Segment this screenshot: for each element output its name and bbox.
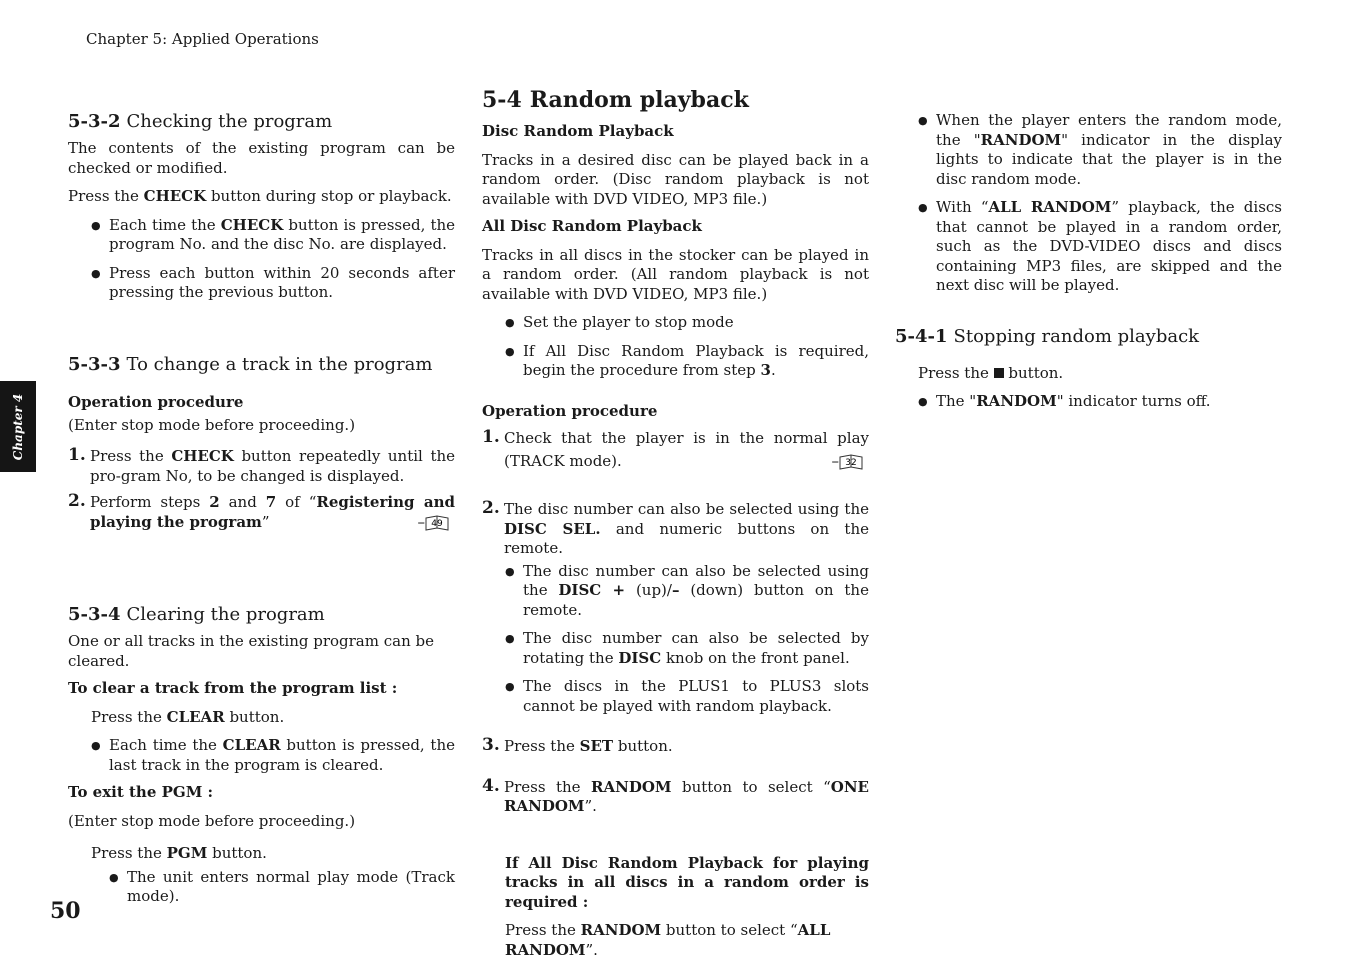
paragraph: Press the PGM button. [91, 844, 267, 862]
svg-text:32: 32 [845, 458, 857, 468]
subheading: Disc Random Playback [482, 122, 674, 140]
chapter-header: Chapter 5: Applied Operations [86, 30, 319, 48]
reference-book-icon [839, 454, 863, 470]
subheading: Operation procedure [482, 401, 658, 420]
section-heading: 5-3-3 To change a track in the program [68, 354, 433, 375]
list-item: ● The unit enters normal play mode (Track mode). [109, 868, 455, 907]
list-item: ● When the player enters the random mode, the "RANDOM" indicator in the display lights to indicate that the player is in the disc random mode. [918, 111, 1282, 189]
paragraph: One or all tracks in the existing program can be cleared. [68, 632, 434, 670]
list-item: ● The "RANDOM" indicator turns off. [918, 392, 1282, 412]
subheading: Operation procedure [68, 393, 244, 411]
paragraph: (Enter stop mode before proceeding.) [68, 811, 356, 830]
step-item: 1. Check that the player is in the normal play (TRACK mode). – 32 [482, 427, 869, 473]
list-item: ● Each time the CLEAR button is pressed, the last track in the program is cleared. [91, 736, 455, 775]
chapter-side-tab [0, 381, 36, 472]
paragraph: Press the CHECK button during stop or playback. [68, 187, 452, 205]
step-item: 2. The disc number can also be selected using the DISC SEL. and numeric buttons on the remote. [482, 498, 869, 557]
paragraph: The contents of the existing program can be checked or modified. [68, 139, 455, 177]
section-5-3-2 [68, 111, 455, 303]
list-item: ● Each time the CHECK button is pressed, the program No. and the disc No. are displayed. [91, 216, 455, 255]
side-tab-label: Chapter 4 [11, 393, 25, 460]
subheading: To exit the PGM : [68, 783, 214, 801]
list-item: ● The disc number can also be selected by rotating the DISC knob on the front panel. [505, 629, 869, 668]
page-reference: – 32 [832, 450, 864, 473]
subheading: If All Disc Random Playback for playing tracks in all discs in a random order is required : [505, 853, 869, 911]
section-5-3-3 [68, 354, 455, 532]
section-heading: 5-3-2 Checking the program [68, 111, 333, 132]
paragraph: Tracks in all discs in the stocker can be played in a random order. (All random playback is not available with DVD VIDEO, MP3 file.) [482, 245, 869, 303]
paragraph: Press the CLEAR button. [91, 707, 285, 726]
step-item: 4. Press the RANDOM button to select “ONE RANDOM”. [482, 775, 869, 815]
step-item: 3. Press the SET button. [482, 735, 673, 755]
step-item: 1. Press the CHECK button repeatedly until the pro-gram No, to be changed is displayed. [68, 445, 456, 485]
list-item: ● The disc number can also be selected using the DISC + (up)/– (down) button on the remote. [505, 562, 869, 621]
reference-book-icon [425, 515, 449, 531]
section-heading: 5-3-4 Clearing the program [68, 604, 325, 625]
paragraph: Press the button. [918, 363, 1064, 382]
stop-square-icon [994, 368, 1004, 378]
section-5-3-4 [68, 604, 455, 907]
step-item: 2. Perform steps 2 and 7 of “Registering and playing the program” – 49 [68, 491, 455, 531]
subheading: All Disc Random Playback [482, 217, 702, 235]
list-item: ● The discs in the PLUS1 to PLUS3 slots cannot be played with random playback. [505, 677, 869, 716]
paragraph: Press the RANDOM button to select “ALL RANDOM”. [505, 921, 831, 959]
list-item: ● Set the player to stop mode [505, 313, 869, 333]
page-reference: – 49 [418, 513, 450, 533]
svg-text:49: 49 [431, 518, 443, 529]
list-item: ● Press each button within 20 seconds after pressing the previous button. [91, 264, 455, 303]
paragraph: (Enter stop mode before proceeding.) [68, 415, 356, 434]
list-item: ● If All Disc Random Playback is required, begin the procedure from step 3. [505, 342, 869, 381]
subheading: To clear a track from the program list : [68, 679, 398, 697]
section-title: 5-4 Random playback [482, 87, 749, 113]
random-notes [895, 111, 1282, 412]
paragraph: Tracks in a desired disc can be played back in a random order. (Disc random playback is not available with DVD VIDEO, MP3 file.) [482, 150, 869, 208]
section-heading: 5-4-1 Stopping random playback [895, 325, 1200, 347]
page-number: 50 [50, 898, 81, 924]
list-item: ● With “ALL RANDOM” playback, the discs that cannot be played in a random order, such as the DVD-VIDEO discs and discs containing MP3 files, are skipped and the next disc will be played. [918, 198, 1282, 296]
section-5-4 [482, 88, 869, 960]
